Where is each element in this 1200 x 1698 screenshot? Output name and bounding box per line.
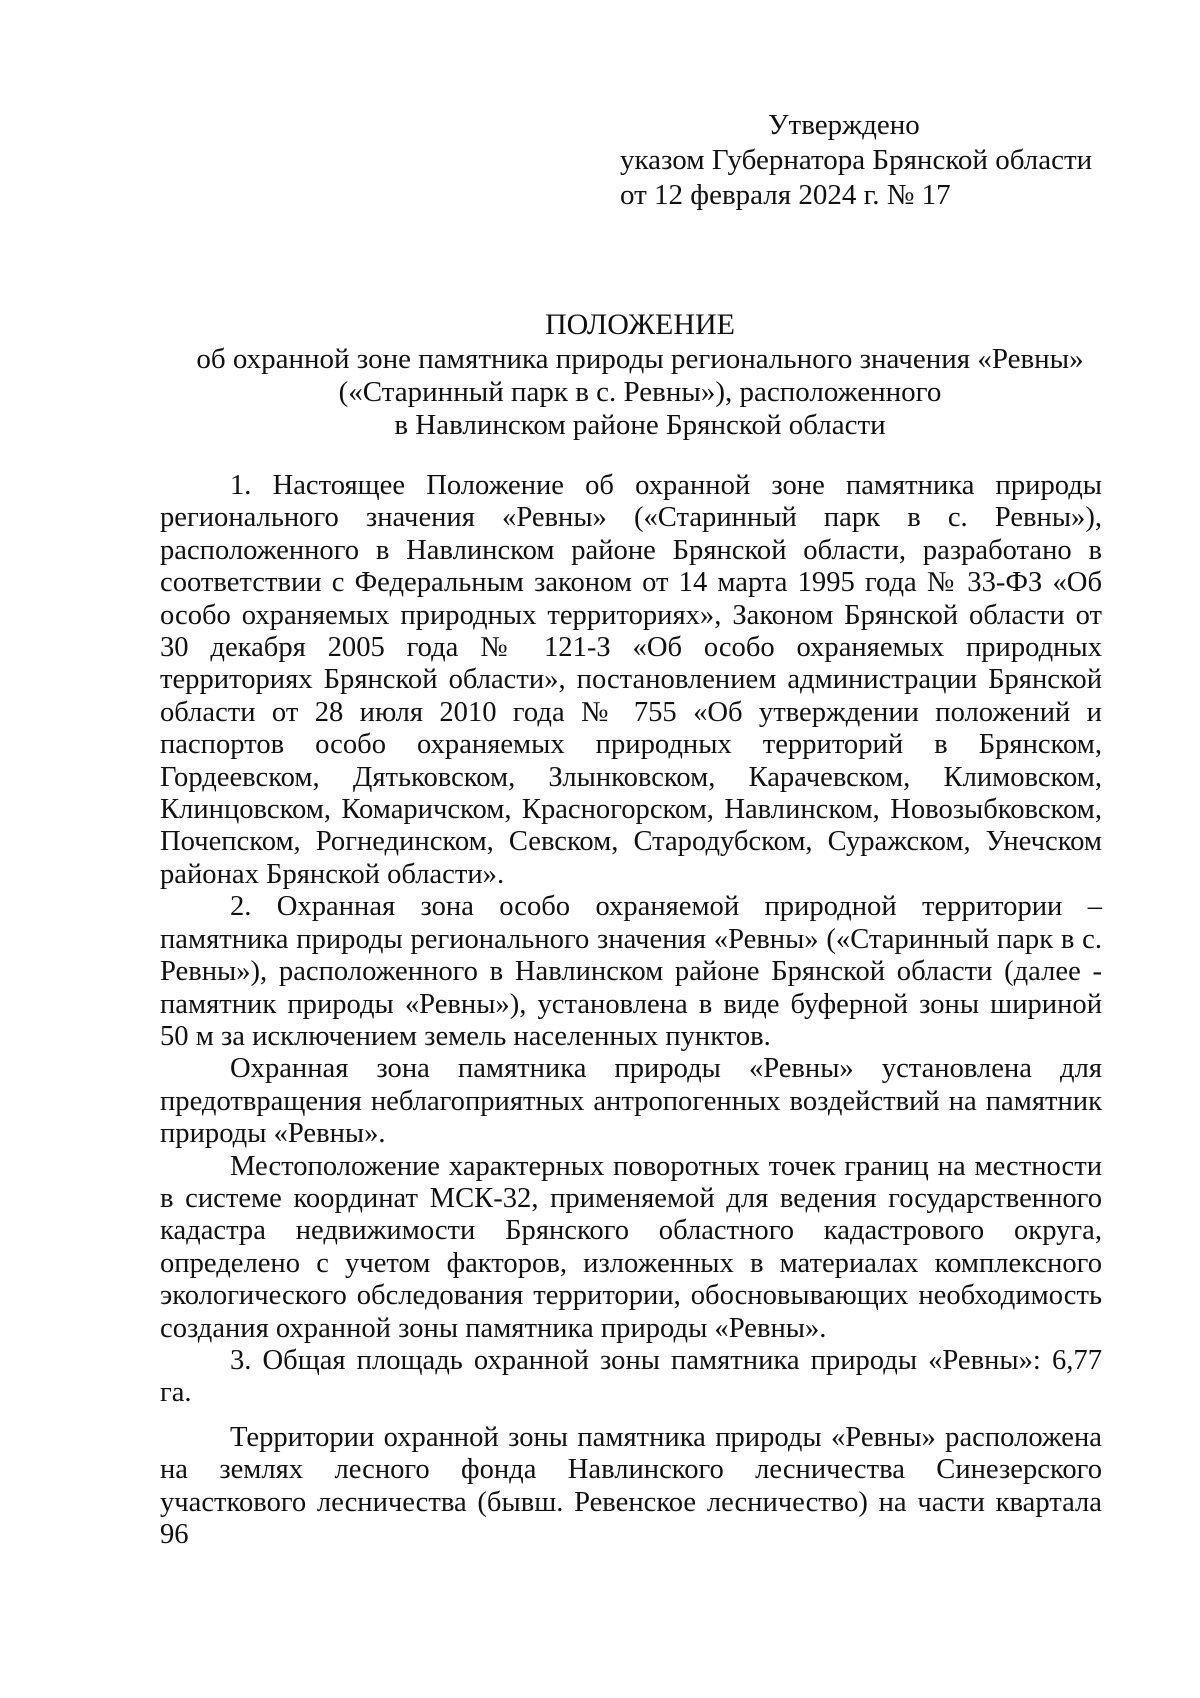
approval-decree: указом Губернатора Брянской области <box>620 144 1093 176</box>
paragraph-5: 3. Общая площадь охранной зоны памятника природы «Ревны»: 6,77 га. <box>160 1344 1102 1409</box>
document-subtitle-line-2: («Старинный парк в с. Ревны»), расположенного <box>338 376 942 408</box>
document-title-block <box>160 308 1120 442</box>
paragraph-1: 1. Настоящее Положение об охранной зоне памятника природы регионального значения «Ревны» («Старинный парк в с. Ревны»), расположенного в Навлинском районе Брянской области, разработано в соответствии с Федеральным законом от 14 марта 1995 года № 33-ФЗ «Об особо охраняемых природных территориях», Законом Брянской области от 30 декабря 2005 года № 121-З «Об особо охраняемых природных территориях Брянской области», постановлением администрации Брянской области от 28 июля 2010 года № 755 «Об утверждении положений и паспортов особо охраняемых природных территорий в Брянском, Гордеевском, Дятьковском, Злынковском, Карачевском, Климовском, Клинцовском, Комаричском, Красногорском, Навлинском, Новозыбковском, Почепском, Рогнединском, Севском, Стародубском, Суражском, Унечском районах Брянской области». <box>160 470 1102 890</box>
paragraph-6: Территории охранной зоны памятника природы «Ревны» расположена на землях лесного фонда Навлинского лесничества Синезерского участкового лесничества (бывш. Ревенское лесничество) на части квартала 96 <box>160 1421 1102 1550</box>
approval-label: Утверждено <box>768 109 920 141</box>
document-body <box>160 470 1102 1551</box>
paragraph-3: Охранная зона памятника природы «Ревны» установлена для предотвращения неблагоприятных антропогенных воздействий на памятник природы «Ревны». <box>160 1053 1102 1150</box>
document-title: ПОЛОЖЕНИЕ <box>545 308 735 341</box>
document-subtitle-line-3: в Навлинском районе Брянской области <box>394 409 886 441</box>
paragraph-2: 2. Охранная зона особо охраняемой природной территории – памятника природы регионального значения «Ревны» («Старинный парк в с. Ревны»), расположенного в Навлинском районе Брянской области (далее - памятник природы «Ревны»), установлена в виде буферной зоны шириной 50 м за исключением земель населенных пунктов. <box>160 891 1102 1052</box>
approval-stamp <box>620 108 1092 213</box>
approval-date-number: от 12 февраля 2024 г. № 17 <box>620 179 951 211</box>
paragraph-4: Местоположение характерных поворотных точек границ на местности в системе координат МСК-32, применяемой для ведения государственного кадастра недвижимости Брянского областного кадастрового округа, определено с учетом факторов, изложенных в материалах комплексного экологического обследования территории, обосновывающих необходимость создания охранной зоны памятника природы «Ревны». <box>160 1150 1102 1344</box>
document-subtitle-line-1: об охранной зоне памятника природы регионального значения «Ревны» <box>196 343 1084 375</box>
